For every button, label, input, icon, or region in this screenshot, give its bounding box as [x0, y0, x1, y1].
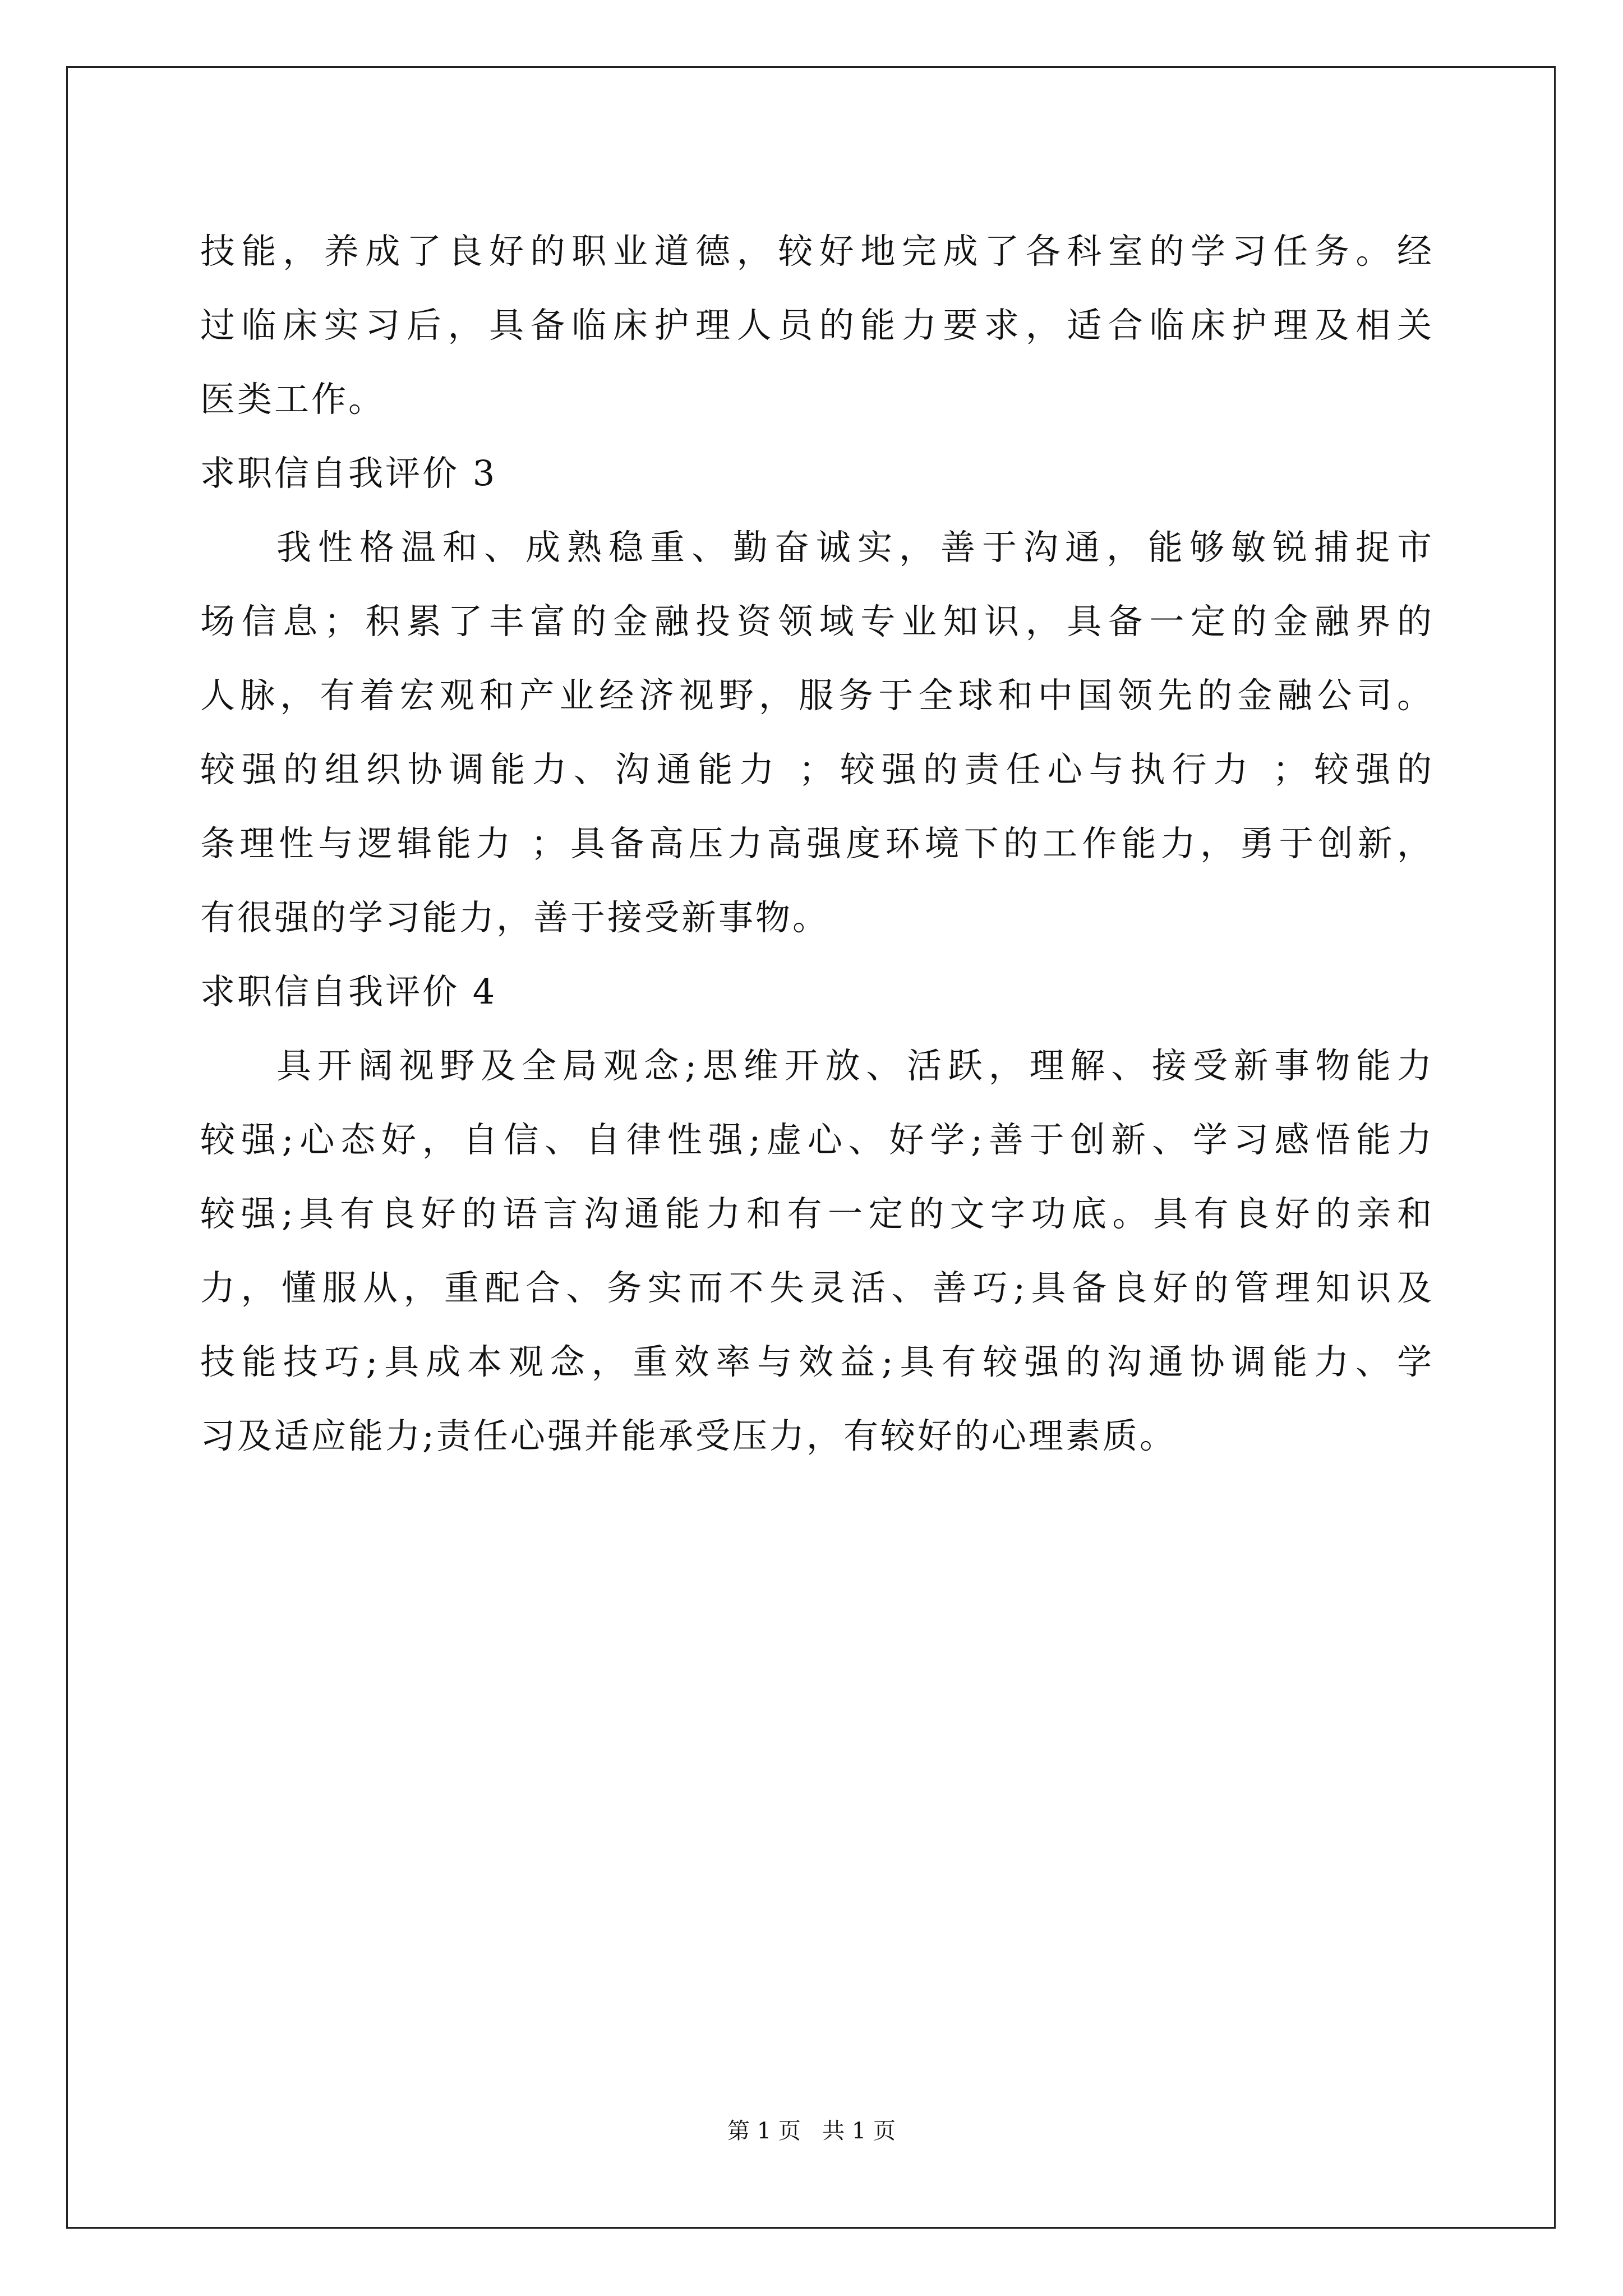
text-line: 力，懂服从，重配合、务实而不失灵活、善巧;具备良好的管理知识及 [200, 1267, 1434, 1308]
page-number-label: 第 1 页 共 1 页 [727, 2118, 896, 2144]
section-heading-4: 求职信自我评价 4 [200, 971, 497, 1012]
text-line: 过临床实习后，具备临床护理人员的能力要求，适合临床护理及相关 [200, 305, 1434, 346]
text-line: 较强;具有良好的语言沟通能力和有一定的文字功底。具有良好的亲和 [200, 1193, 1434, 1234]
paragraph-self-evaluation-3 [200, 510, 1434, 955]
text-line: 条理性与逻辑能力 ；具备高压力高强度环境下的工作能力，勇于创新， [200, 823, 1434, 864]
text-line: 有很强的学习能力，善于接受新事物。 [200, 897, 830, 938]
text-line: 较强;心态好，自信、自律性强;虚心、好学;善于创新、学习感悟能力 [200, 1119, 1434, 1160]
text-line: 场信息；积累了丰富的金融投资领域专业知识，具备一定的金融界的 [200, 601, 1434, 642]
text-line: 技能，养成了良好的职业道德，较好地完成了各科室的学习任务。经 [200, 231, 1434, 272]
page-footer [0, 2117, 1623, 2145]
paragraph-self-evaluation-4 [200, 1029, 1434, 1473]
text-line: 较强的组织协调能力、沟通能力 ；较强的责任心与执行力 ；较强的 [200, 749, 1434, 790]
text-line: 技能技巧;具成本观念，重效率与效益;具有较强的沟通协调能力、学 [200, 1341, 1434, 1382]
document-body [200, 214, 1434, 1473]
text-line: 我性格温和、成熟稳重、勤奋诚实，善于沟通，能够敏锐捕捉市 [276, 527, 1434, 568]
text-line: 人脉，有着宏观和产业经济视野，服务于全球和中国领先的金融公司。 [200, 675, 1434, 716]
text-line: 具开阔视野及全局观念;思维开放、活跃，理解、接受新事物能力 [276, 1045, 1434, 1086]
section-heading-3: 求职信自我评价 3 [200, 453, 497, 494]
paragraph-continued [200, 214, 1434, 436]
text-line: 医类工作。 [200, 379, 386, 420]
text-line: 习及适应能力;责任心强并能承受压力，有较好的心理素质。 [200, 1415, 1177, 1456]
